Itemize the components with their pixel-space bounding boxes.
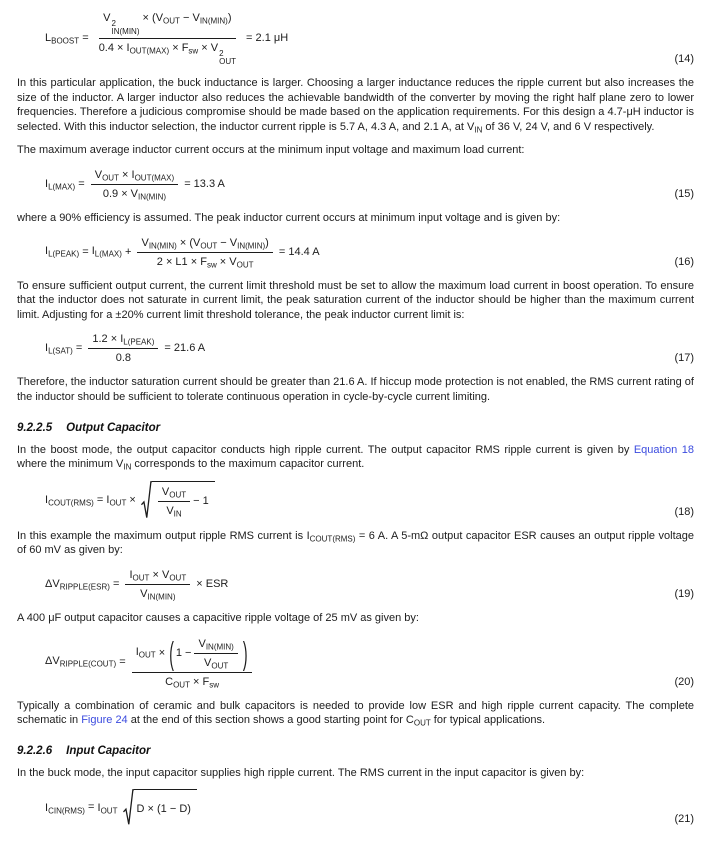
text-run bbox=[276, 245, 320, 257]
text-run bbox=[204, 657, 228, 669]
base-text: − 1 bbox=[193, 494, 209, 507]
text-run bbox=[17, 444, 634, 456]
text-run bbox=[127, 42, 170, 54]
sup-sub-stack bbox=[219, 50, 236, 66]
base-text: 0.8 bbox=[115, 352, 132, 365]
subscript: sw bbox=[209, 680, 220, 689]
fraction bbox=[125, 567, 190, 601]
text-run bbox=[243, 32, 288, 44]
subscript: L(PEAK) bbox=[48, 249, 80, 259]
text-run bbox=[17, 530, 310, 542]
base-text: 1.2 × bbox=[92, 333, 121, 346]
subscript: CIN(RMS) bbox=[48, 806, 85, 816]
base-text: V bbox=[103, 12, 111, 24]
base-text: × bbox=[118, 168, 132, 181]
base-text: 0.4 × bbox=[98, 42, 127, 54]
base-text: 0.9 × bbox=[102, 187, 131, 200]
subscript: OUT bbox=[236, 260, 254, 270]
text-run bbox=[117, 802, 120, 814]
base-text: I bbox=[106, 493, 110, 506]
text-run bbox=[198, 638, 233, 650]
equation bbox=[45, 635, 255, 689]
section-number: 9.2.2.6 bbox=[17, 744, 53, 757]
text-run bbox=[17, 458, 123, 470]
base-text: where the minimum V bbox=[17, 458, 124, 471]
subscript: COUT(RMS) bbox=[309, 534, 356, 544]
subscript: OUT(MAX) bbox=[129, 46, 170, 56]
text-run bbox=[156, 646, 169, 658]
equation-block bbox=[17, 481, 694, 519]
base-text: = bbox=[79, 245, 92, 258]
subscript: L(MAX) bbox=[94, 249, 122, 259]
base-text: C bbox=[165, 675, 174, 688]
paragraph bbox=[17, 211, 694, 226]
base-text: F bbox=[181, 42, 189, 54]
subscript: L(PEAK) bbox=[123, 337, 155, 347]
base-text: × ( bbox=[139, 12, 156, 24]
numerator bbox=[132, 635, 253, 673]
numerator bbox=[91, 167, 178, 185]
base-text: × bbox=[155, 646, 169, 659]
base-text: To ensure sufficient output current, the current limit threshold must be set to allow the maximum load current in boost operation. To ensure that the inductor does not saturate in current limit, the peak saturation current of the inductor should be higher than the maximum current limit. Adjusting for a ±20% current limit threshold tolerance, the peak inductor current limit is: bbox=[17, 279, 694, 321]
subscript: IN bbox=[123, 462, 132, 472]
superscript: 2 bbox=[219, 49, 224, 58]
text-run bbox=[119, 169, 132, 181]
base-text: F bbox=[200, 255, 207, 268]
subscript: IN(MIN) bbox=[148, 241, 177, 251]
text-run bbox=[131, 188, 166, 200]
text-run bbox=[122, 245, 135, 257]
equation-number: (14) bbox=[674, 53, 694, 65]
denominator bbox=[95, 39, 240, 66]
text-run bbox=[45, 342, 73, 354]
text-run bbox=[431, 714, 545, 726]
numerator bbox=[125, 567, 190, 585]
text-run bbox=[193, 494, 209, 508]
text-run bbox=[229, 256, 253, 268]
base-text: = 6 A. A 5-mΩ output capacitor ESR causes an output ripple voltage of 60 mV as given by: bbox=[17, 529, 694, 557]
section-number: 9.2.2.5 bbox=[17, 421, 53, 434]
base-text: Therefore, the inductor saturation current should be greater than 21.6 A. If hiccup mode protection is not enabled, the RMS current rating of the inductor should be sufficient to tolerate continuous operation in cycle-by-cycle current limiting. bbox=[17, 376, 694, 403]
subscript: sw bbox=[188, 46, 199, 56]
subscript: OUT bbox=[163, 16, 180, 26]
text-run bbox=[140, 588, 175, 600]
radicand bbox=[152, 481, 215, 519]
text-run bbox=[45, 32, 79, 44]
text-run bbox=[116, 352, 131, 364]
text-run bbox=[128, 714, 414, 726]
base-text: I bbox=[120, 333, 124, 346]
subscript: OUT bbox=[413, 718, 431, 728]
base-text: I bbox=[45, 342, 49, 355]
base-text: V bbox=[210, 42, 219, 54]
parenthesized-group bbox=[169, 636, 247, 670]
text-run bbox=[17, 280, 694, 321]
subscript: OUT bbox=[169, 573, 187, 583]
text-run bbox=[103, 12, 140, 36]
cross-reference-link[interactable]: Equation 18 bbox=[633, 443, 695, 456]
subscript: OUT bbox=[211, 661, 229, 670]
base-text: at the end of this section shows a good starting point for C bbox=[127, 714, 414, 727]
equation-block bbox=[17, 635, 694, 689]
base-text: = bbox=[93, 493, 107, 506]
subscript: OUT bbox=[138, 650, 156, 660]
text-run bbox=[141, 237, 176, 249]
text-run bbox=[140, 12, 156, 24]
text-run bbox=[45, 245, 79, 257]
base-text: In the buck mode, the input capacitor supplies high ripple current. The RMS current in the input capacitor is given by: bbox=[17, 766, 585, 779]
equation-block bbox=[17, 789, 694, 826]
equation bbox=[45, 567, 228, 601]
subscript: OUT bbox=[173, 680, 190, 689]
fraction bbox=[194, 636, 237, 670]
base-text: I bbox=[45, 801, 49, 814]
base-text: = bbox=[84, 801, 98, 814]
base-text: × bbox=[169, 42, 182, 54]
text-run bbox=[17, 376, 694, 403]
text-run bbox=[103, 188, 131, 200]
base-text: Typically a combination of ceramic and bulk capacitors is needed to provide low ESR and high ripple current capacity. The complete schematic in bbox=[17, 699, 694, 727]
text-run bbox=[110, 578, 123, 590]
base-text: corresponds to the maximum capacitor current. bbox=[131, 458, 365, 471]
base-text: I bbox=[129, 568, 133, 581]
base-text: ) bbox=[265, 236, 269, 249]
subscript: OUT bbox=[200, 241, 218, 251]
section-heading bbox=[17, 422, 694, 434]
base-text: I bbox=[126, 42, 130, 54]
base-text: ΔV bbox=[45, 577, 60, 590]
subscript: OUT bbox=[219, 57, 236, 66]
base-text: × bbox=[216, 255, 230, 268]
base-text: = bbox=[116, 655, 129, 668]
numerator bbox=[194, 636, 237, 654]
subscript: RIPPLE(ESR) bbox=[59, 582, 110, 592]
numerator bbox=[88, 331, 158, 349]
subscript: OUT bbox=[109, 498, 127, 508]
subscript: IN bbox=[173, 509, 182, 519]
subscript: RIPPLE(COUT) bbox=[59, 659, 117, 669]
base-text: V bbox=[161, 568, 170, 581]
base-text: + bbox=[121, 245, 135, 258]
base-text: = bbox=[109, 577, 123, 590]
subscript: IN bbox=[474, 125, 483, 135]
text-run bbox=[45, 578, 110, 590]
denominator bbox=[153, 253, 258, 269]
text-run bbox=[131, 458, 364, 470]
subscript: OUT bbox=[100, 806, 118, 816]
base-text: × bbox=[126, 493, 139, 506]
base-text: × bbox=[189, 675, 203, 688]
text-run bbox=[177, 237, 193, 249]
base-text: V bbox=[229, 236, 238, 249]
base-text: ) bbox=[227, 12, 232, 24]
base-text: = 14.4 A bbox=[275, 245, 320, 258]
base-text: V bbox=[193, 236, 201, 249]
text-run bbox=[17, 212, 560, 224]
text-run bbox=[310, 530, 356, 542]
numerator bbox=[99, 10, 235, 39]
text-run bbox=[162, 486, 186, 498]
text-run bbox=[92, 245, 122, 257]
square-root bbox=[141, 481, 215, 519]
paragraph bbox=[17, 529, 694, 558]
base-text: F bbox=[202, 675, 210, 688]
text-run bbox=[210, 42, 236, 66]
text-run bbox=[200, 256, 217, 268]
text-run bbox=[45, 802, 85, 814]
base-text: A 400 μF output capacitor causes a capacitive ripple voltage of 25 mV as given by: bbox=[17, 611, 419, 624]
text-run bbox=[180, 12, 193, 24]
base-text: 2 × L1 × bbox=[156, 255, 201, 268]
text-run bbox=[198, 42, 211, 54]
paragraph bbox=[17, 699, 694, 728]
fraction bbox=[91, 167, 178, 201]
base-text: In the boost mode, the output capacitor conducts high ripple current. The output capacitor RMS ripple current is given by bbox=[17, 443, 634, 456]
text-run bbox=[17, 144, 524, 156]
equation bbox=[45, 481, 217, 519]
superscript: 2 bbox=[111, 19, 116, 28]
right-paren: ) bbox=[242, 634, 248, 671]
text-run bbox=[157, 256, 200, 268]
denominator bbox=[136, 585, 179, 601]
fraction bbox=[137, 235, 272, 269]
section-title: Input Capacitor bbox=[66, 744, 151, 757]
denominator bbox=[162, 502, 185, 518]
equation-block bbox=[17, 167, 694, 201]
section-heading bbox=[17, 745, 694, 757]
text-run bbox=[193, 578, 228, 590]
base-text: V bbox=[166, 504, 174, 517]
subscript: BOOST bbox=[51, 36, 80, 46]
base-text: V bbox=[141, 236, 149, 249]
base-text: The maximum average inductor current occurs at the minimum input voltage and maximum load current: bbox=[17, 144, 525, 157]
base-text: I bbox=[135, 646, 139, 659]
radical-icon bbox=[123, 789, 134, 826]
text-run bbox=[230, 237, 265, 249]
text-run bbox=[156, 12, 180, 24]
equation-number: (21) bbox=[674, 812, 694, 825]
base-text: ΔV bbox=[45, 655, 60, 668]
text-run bbox=[79, 32, 92, 44]
equation-number: (16) bbox=[674, 255, 694, 268]
base-text: L bbox=[45, 31, 52, 44]
text-run bbox=[85, 802, 98, 814]
fraction bbox=[95, 10, 240, 66]
text-run bbox=[120, 333, 154, 345]
base-text: × bbox=[198, 42, 211, 54]
base-text: V bbox=[94, 168, 103, 181]
subscript: COUT(RMS) bbox=[48, 498, 94, 508]
subscript: sw bbox=[206, 260, 217, 270]
base-text: = 21.6 A bbox=[161, 342, 206, 355]
subscript: IN(MIN) bbox=[111, 27, 140, 36]
paragraph bbox=[17, 443, 694, 472]
text-run bbox=[228, 12, 232, 24]
numerator bbox=[158, 484, 190, 502]
paragraph bbox=[17, 143, 694, 158]
text-run bbox=[203, 676, 220, 688]
base-text bbox=[117, 802, 120, 814]
text-run bbox=[192, 12, 227, 24]
equation-number: (20) bbox=[674, 675, 694, 688]
paragraph bbox=[17, 76, 694, 134]
text-run bbox=[136, 646, 156, 658]
base-text: for typical applications. bbox=[430, 714, 546, 727]
base-text: V bbox=[229, 255, 237, 268]
paren-content bbox=[174, 636, 243, 670]
cross-reference-link[interactable]: Figure 24 bbox=[81, 714, 128, 727]
text-run bbox=[132, 169, 175, 181]
text-run bbox=[162, 569, 186, 581]
base-text: V bbox=[161, 485, 170, 498]
paragraph bbox=[17, 611, 694, 626]
base-text: In this example the maximum output ripple RMS current is I bbox=[17, 529, 310, 542]
text-run bbox=[161, 342, 205, 354]
text-run bbox=[217, 256, 230, 268]
subscript: OUT(MAX) bbox=[134, 173, 175, 183]
base-text: = 13.3 A bbox=[181, 177, 225, 190]
text-run bbox=[169, 42, 182, 54]
base-text: V bbox=[130, 187, 139, 200]
equation bbox=[45, 789, 199, 826]
subscript: IN(MIN) bbox=[205, 642, 234, 651]
subscript: IN(MIN) bbox=[147, 592, 176, 602]
fraction bbox=[88, 331, 158, 365]
text-run bbox=[98, 802, 118, 814]
base-text: V bbox=[198, 637, 206, 650]
base-text: V bbox=[140, 587, 148, 600]
subscript: IN(MIN) bbox=[138, 192, 167, 202]
subscript: OUT bbox=[102, 173, 119, 183]
base-text: I bbox=[131, 168, 135, 181]
section-title: Output Capacitor bbox=[66, 421, 161, 434]
base-text: = bbox=[75, 177, 88, 190]
text-run bbox=[190, 676, 203, 688]
text-run bbox=[182, 42, 199, 54]
text-run bbox=[106, 494, 126, 506]
base-text: 1 − bbox=[175, 646, 192, 659]
text-run bbox=[217, 237, 230, 249]
text-run bbox=[482, 121, 654, 133]
subscript: IN(MIN) bbox=[237, 241, 266, 251]
base-text: I bbox=[45, 177, 49, 190]
subscript: L(SAT) bbox=[48, 346, 73, 356]
text-run bbox=[149, 569, 162, 581]
base-text: − bbox=[217, 236, 230, 249]
paragraph bbox=[17, 279, 694, 323]
text-run bbox=[95, 169, 119, 181]
text-run bbox=[116, 655, 129, 667]
equation-block bbox=[17, 567, 694, 601]
equation bbox=[45, 331, 205, 365]
base-text: V bbox=[192, 12, 200, 24]
text-run bbox=[73, 342, 86, 354]
square-root bbox=[123, 789, 197, 826]
fraction bbox=[158, 484, 190, 518]
text-run bbox=[137, 802, 191, 816]
denominator bbox=[99, 185, 170, 201]
base-text: I bbox=[45, 493, 49, 506]
subscript: L(MAX) bbox=[48, 182, 76, 192]
subscript: IN(MIN) bbox=[199, 16, 228, 26]
base-text: × ESR bbox=[193, 577, 229, 590]
equation-number: (19) bbox=[674, 587, 694, 600]
text-run bbox=[93, 493, 110, 506]
base-text: I bbox=[45, 245, 49, 258]
text-run bbox=[45, 494, 94, 506]
text-run bbox=[45, 178, 75, 190]
base-text: = bbox=[79, 31, 92, 44]
base-text: I bbox=[97, 801, 101, 814]
base-text: of 36 V, 24 V, and 6 V respectively. bbox=[482, 120, 655, 133]
left-paren: ( bbox=[169, 634, 174, 671]
base-text: V bbox=[204, 656, 212, 669]
radicand bbox=[134, 789, 197, 826]
base-text: × bbox=[149, 568, 162, 581]
text-run bbox=[75, 178, 88, 190]
text-run bbox=[92, 333, 120, 345]
text-run bbox=[129, 569, 149, 581]
equation bbox=[45, 167, 225, 201]
text-run bbox=[265, 237, 269, 249]
base-text: − bbox=[179, 12, 193, 24]
text-run bbox=[79, 245, 92, 257]
text-run bbox=[17, 767, 584, 779]
subscript: OUT bbox=[169, 490, 187, 500]
text-run bbox=[193, 237, 217, 249]
equation-block bbox=[17, 10, 694, 66]
text-run bbox=[126, 494, 139, 506]
base-text: × ( bbox=[176, 236, 194, 249]
base-text: D × (1 − D) bbox=[136, 802, 191, 815]
paragraph bbox=[17, 375, 694, 404]
text-run bbox=[45, 655, 116, 667]
equation-number: (15) bbox=[674, 187, 694, 200]
equation bbox=[45, 235, 320, 269]
sup-sub-stack bbox=[112, 20, 140, 36]
base-text: V bbox=[155, 12, 164, 24]
base-text: where a 90% efficiency is assumed. The peak inductor current occurs at minimum input voltage and is given by: bbox=[17, 211, 561, 224]
text-run bbox=[166, 505, 181, 517]
base-text: In this particular application, the buck inductance is larger. Choosing a larger inductance reduces the ripple current but also increases the size of the inductor. A larger inductor also reduces the achievable bandwidth of the converter by moving the right half plane zero to lower frequencies. Therefore a judicious compromise should be made based on the application requirements. For this design a 4.7-μH inductor is selected. With this inductor selection, the inductor current ripple is 5.7 A, 4.3 A, and 2.1 A, at V bbox=[17, 77, 694, 133]
fraction bbox=[132, 635, 253, 689]
text-run bbox=[181, 178, 225, 190]
text-run bbox=[99, 42, 127, 54]
equation-number: (17) bbox=[674, 352, 694, 365]
equation-block bbox=[17, 235, 694, 269]
text-run bbox=[414, 714, 431, 726]
denominator bbox=[161, 673, 223, 689]
subscript: OUT bbox=[132, 573, 150, 583]
text-run bbox=[176, 646, 192, 660]
numerator bbox=[137, 235, 272, 253]
denominator bbox=[200, 654, 232, 670]
radical-icon bbox=[141, 481, 152, 519]
base-text: I bbox=[91, 245, 95, 258]
text-run bbox=[17, 612, 419, 624]
paragraph bbox=[17, 766, 694, 781]
equation bbox=[45, 10, 288, 66]
base-text: = 2.1 μH bbox=[242, 31, 289, 44]
equation-block bbox=[17, 331, 694, 365]
denominator bbox=[112, 349, 135, 365]
text-run bbox=[165, 676, 190, 688]
equation-number: (18) bbox=[674, 505, 694, 518]
base-text: = bbox=[72, 342, 86, 355]
